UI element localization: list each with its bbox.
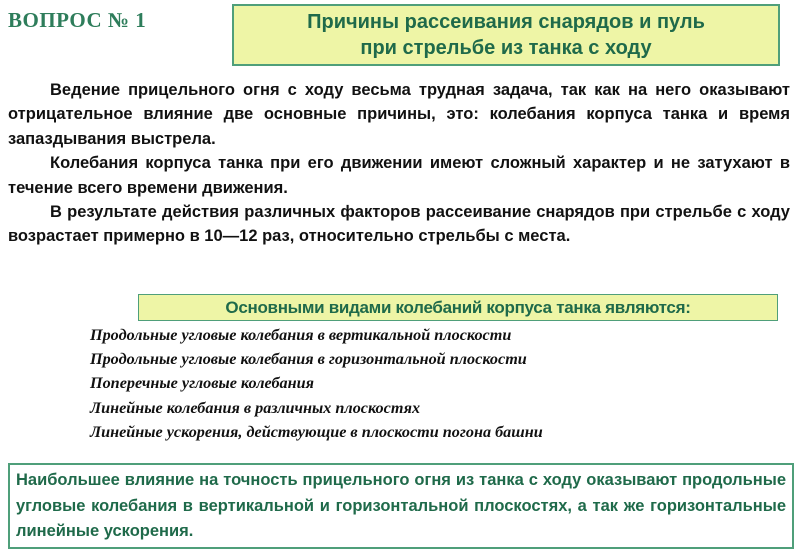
list-item: Линейные колебания в различных плоскостях xyxy=(90,398,421,417)
intro-text xyxy=(8,78,790,249)
intro-paragraph: В результате действия различных факторов рассеивание снарядов при стрельбе с ходу возрастает примерно в 10—12 раз, относительно стрельбы с места. xyxy=(8,203,790,246)
slide-title-line-1: Причины рассеивания снарядов и пуль xyxy=(307,11,705,33)
list-item: Линейные ускорения, действующие в плоскости погона башни xyxy=(90,422,543,441)
slide-title-line-2: при стрельбе из танка с ходу xyxy=(360,37,652,59)
list-item: Продольные угловые колебания в вертикальной плоскости xyxy=(90,326,512,344)
question-label: ВОПРОС № 1 xyxy=(8,8,147,32)
intro-paragraph: Ведение прицельного огня с ходу весьма трудная задача, так как на него оказывают отрицательное влияние две основные причины, это: колебания корпуса танка и время запаздывания выстрела. xyxy=(8,81,790,148)
slide-title xyxy=(232,4,780,66)
vibration-types-heading: Основными видами колебаний корпуса танка являются: xyxy=(138,294,778,321)
conclusion-box: Наибольшее влияние на точность прицельного огня из танка с ходу оказывают продольные угловые колебания в вертикальной и горизонтальной плоскостях, а так же горизонтальные линейные ускорения. xyxy=(8,463,794,549)
list-item: Продольные угловые колебания в горизонтальной плоскости xyxy=(90,350,527,369)
list-item: Поперечные угловые колебания xyxy=(90,374,314,393)
intro-paragraph: Колебания корпуса танка при его движении имеют сложный характер и не затухают в течение всего времени движения. xyxy=(8,154,790,197)
vibration-types-list xyxy=(90,323,543,444)
